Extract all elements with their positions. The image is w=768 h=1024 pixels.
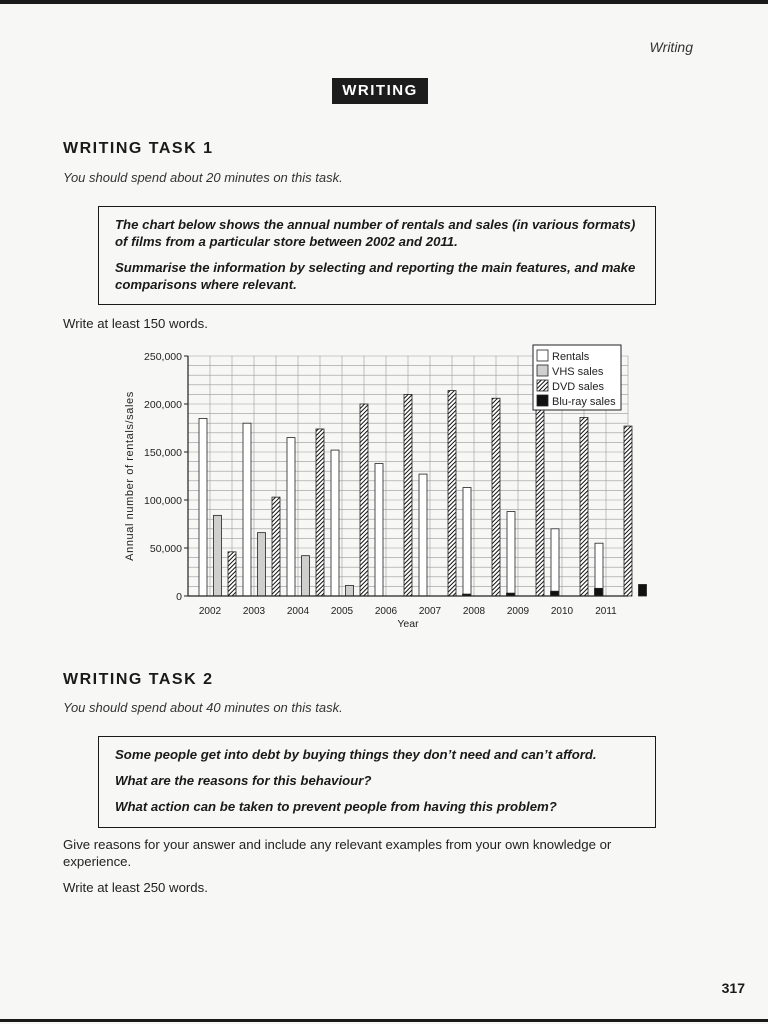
bottom-rule: [0, 1019, 768, 1022]
bar-rentals-2004: [287, 438, 295, 596]
legend-label: VHS sales: [552, 366, 604, 378]
bar-dvd-sales-2009: [536, 408, 544, 596]
bar-dvd-sales-2007: [448, 391, 456, 596]
bar-blu-ray-sales-2010: [595, 588, 603, 596]
bar-rentals-2008: [463, 488, 471, 596]
y-tick-label: 150,000: [144, 447, 182, 459]
bar-rentals-2007: [419, 474, 427, 596]
section-banner: WRITING: [332, 78, 428, 104]
page-number: 317: [721, 980, 745, 996]
bar-rentals-2002: [199, 418, 207, 596]
x-tick-label: 2003: [242, 606, 266, 617]
chart-legend: [533, 345, 621, 410]
task2-prompt-statement: Some people get into debt by buying things they don’t need and can’t afford.: [115, 747, 597, 762]
bar-rentals-2006: [375, 464, 383, 596]
task2-prompt-question2: What action can be taken to prevent people from having this problem?: [115, 799, 557, 814]
task1-heading: WRITING TASK 1: [63, 140, 214, 157]
legend-label: DVD sales: [552, 381, 604, 393]
x-tick-label: 2011: [595, 606, 617, 617]
y-tick-label: 50,000: [149, 543, 182, 555]
bar-rentals-2010: [551, 529, 559, 596]
legend-swatch: [537, 350, 548, 361]
x-tick-label: 2005: [330, 606, 354, 617]
task1-word-requirement: Write at least 150 words.: [63, 316, 208, 331]
task1-prompt-instruction: Summarise the information by selecting and reporting the main features, and make comparisons where relevant.: [115, 260, 636, 292]
x-tick-label: 2009: [506, 606, 530, 617]
bar-dvd-sales-2002: [228, 552, 236, 596]
bar-vhs-sales-2003: [258, 533, 266, 596]
task2-heading: WRITING TASK 2: [63, 671, 214, 688]
bar-dvd-sales-2008: [492, 398, 500, 596]
legend-swatch: [537, 395, 548, 406]
bar-rentals-2003: [243, 423, 251, 596]
task2-prompt-question1: What are the reasons for this behaviour?: [115, 773, 372, 788]
y-tick-label: 250,000: [144, 351, 182, 363]
bar-dvd-sales-2004: [316, 429, 324, 596]
task2-word-requirement: Write at least 250 words.: [63, 880, 208, 895]
bar-vhs-sales-2002: [214, 515, 222, 596]
x-axis-title: Year: [397, 618, 419, 630]
task2-prompt-box: [98, 736, 656, 828]
bar-vhs-sales-2005: [346, 585, 354, 596]
y-tick-label: 100,000: [144, 495, 182, 507]
legend-swatch: [537, 380, 548, 391]
task2-instructions: Give reasons for your answer and include any relevant examples from your own knowledge or experience.: [63, 837, 612, 869]
legend-swatch: [537, 365, 548, 376]
x-tick-label: 2007: [418, 606, 442, 617]
bar-dvd-sales-2006: [404, 394, 412, 596]
chart-bars: [199, 391, 647, 596]
running-head: Writing: [649, 39, 693, 55]
task2-time-note: You should spend about 40 minutes on this task.: [63, 700, 343, 715]
x-tick-label: 2008: [462, 606, 486, 617]
legend-label: Blu-ray sales: [552, 396, 616, 408]
bar-dvd-sales-2011: [624, 426, 632, 596]
bar-dvd-sales-2005: [360, 404, 368, 596]
y-tick-label: 200,000: [144, 399, 182, 411]
bar-blu-ray-sales-2009: [551, 591, 559, 596]
x-tick-label: 2002: [198, 606, 222, 617]
bar-vhs-sales-2004: [302, 556, 310, 596]
x-tick-label: 2010: [550, 606, 574, 617]
bar-dvd-sales-2003: [272, 497, 280, 596]
legend-label: Rentals: [552, 351, 590, 363]
bar-dvd-sales-2010: [580, 417, 588, 596]
x-tick-label: 2006: [374, 606, 398, 617]
bar-rentals-2009: [507, 512, 515, 596]
task1-prompt-description: The chart below shows the annual number of rentals and sales (in various formats) of films from a particular store between 2002 and 2011.: [115, 217, 636, 249]
y-tick-label: 0: [176, 591, 182, 603]
x-tick-label: 2004: [286, 606, 310, 617]
bar-rentals-2005: [331, 450, 339, 596]
bar-blu-ray-sales-2011: [639, 584, 647, 596]
y-axis-title: Annual number of rentals/sales: [124, 391, 136, 561]
task1-time-note: You should spend about 20 minutes on this task.: [63, 170, 343, 185]
